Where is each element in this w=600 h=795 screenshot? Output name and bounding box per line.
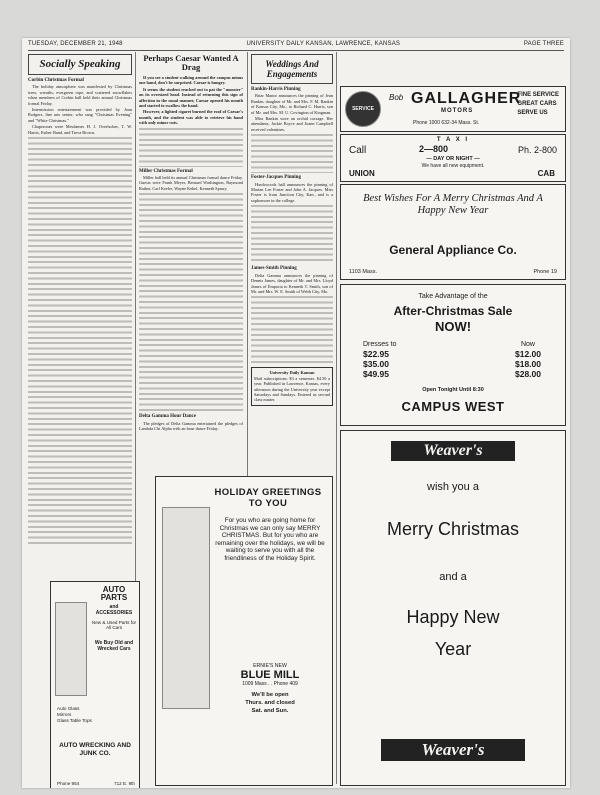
gallagher-motors: MOTORS: [441, 108, 474, 114]
auto-new-used: New & Used Parts for All Cars: [91, 620, 137, 630]
weavers-ad: [340, 430, 566, 786]
was-price: $49.95: [363, 369, 389, 379]
happy-new: Happy New: [406, 607, 500, 627]
masthead-date: TUESDAY, DECEMBER 21, 1948: [28, 41, 123, 47]
price-row: [363, 359, 541, 369]
blue-mill-thurs: Thurs. and closed: [245, 700, 295, 706]
ernies-new: ERNIE'S NEW: [253, 663, 287, 669]
dresses-to: Dresses to: [363, 341, 397, 348]
taxi-phone: Ph. 2-800: [517, 145, 557, 155]
weddings-heading: Weddings And Engagements: [251, 54, 333, 84]
gallagher-pre: Bob: [389, 93, 404, 102]
weavers-logo-top: Weaver's: [391, 441, 515, 461]
auto-wrecking-name: AUTO WRECKING AND JUNK CO.: [59, 742, 131, 757]
masthead: [28, 41, 564, 51]
blue-mill-name: BLUE MILL: [240, 669, 300, 681]
service-badge-icon: SERVICE: [345, 91, 381, 127]
story-text: [251, 133, 333, 173]
rankin-subhead: Rankin-Harris Pinning: [251, 87, 301, 92]
auto-mirrors: Mirrors: [57, 712, 72, 717]
auto-wrecking-ad: [50, 581, 140, 788]
weavers-logo-bottom: Weaver's: [381, 739, 525, 761]
general-phone: Phone 19: [533, 269, 557, 275]
union-cab-ad: [340, 134, 566, 182]
masthead-paper: UNIVERSITY DAILY KANSAN, LAWRENCE, KANSAS: [246, 41, 401, 47]
price-table: [363, 349, 541, 379]
auto-glass: Auto Glass: [57, 706, 80, 711]
delta-gamma-subhead: Delta Gamma Hour Dance: [139, 414, 196, 420]
column-weddings: [251, 54, 333, 474]
now-price: $28.00: [515, 369, 541, 379]
general-appliance-ad: [340, 184, 566, 280]
now-label: Now: [520, 341, 535, 348]
rankin-p1: Briar Manor announces the pinning of Jean Rankin, daughter of Mr. and Mrs. F. M. Rankin of Kansas City, Mo., to Richard C. Harris, son of Mr. and Mrs. M. U. Covington of Kingman.: [251, 93, 333, 115]
open-tonight: Open Tonight Until 8:30: [422, 387, 484, 393]
auto-table-tops: Glass Table Tops: [57, 718, 92, 723]
auto-we-buy: We Buy Old and Wrecked Cars: [94, 640, 134, 652]
was-price: $35.00: [363, 359, 389, 369]
socially-speaking-heading: Socially Speaking: [28, 54, 132, 75]
merry-christmas: Merry Christmas: [386, 519, 519, 539]
column-caesar: [139, 54, 243, 472]
to-you: TO YOU: [248, 498, 288, 509]
caesar-p2: It seems the student reached out to pat the "monster" on its oversized head. Instead of returning this sign of affection in the usual manner, Caesar opened his mouth and started to swallow the hand.: [139, 86, 243, 109]
price-row: [363, 369, 541, 379]
column-society: [28, 54, 132, 572]
best-wishes: Best Wishes For A Merry Christmas And A Happy New Year: [363, 193, 543, 216]
foster-p: Hawkwoods hall announces the pinning of Marian Lee Foster and John A. Jacques. Miss Foster is from Junction City, Kan., and is a sophomore in the college.: [251, 181, 333, 203]
general-address: 1103 Mass.: [349, 269, 378, 275]
delta-gamma-p: The pledges of Delta Gamma entertained the pledges of Lambda Chi Alpha with an hour dance Friday.: [139, 420, 243, 432]
window-wreath-icon: [162, 507, 210, 709]
masthead-page: PAGE THREE: [523, 41, 564, 47]
day-or-night: — DAY OR NIGHT —: [426, 156, 480, 162]
james-p: Delta Gamma announces the pinning of Dennis James, daughter of Mr. and Mrs. Lloyd James of Emporia to Kenneth T. Smith, son of Mr. and Mrs. W. E. Smith of Webb City, Mo.: [251, 272, 333, 294]
sale-now: NOW!: [434, 319, 472, 334]
general-appliance-name: General Appliance Co.: [389, 243, 517, 257]
blue-mill-ad: [155, 476, 333, 786]
cab-label: CAB: [537, 169, 555, 178]
gallagher-ad: [340, 86, 566, 132]
campus-west-name: CAMPUS WEST: [401, 399, 505, 414]
spark-plug-icon: [55, 602, 87, 696]
foster-subhead: Foster-Jacques Pinning: [251, 175, 301, 181]
kansan-info-box: [251, 367, 333, 405]
caesar-p3: However, a lighted cigaret burned the roof of Caesar's mouth, and the student was able to retrieve his hand with only minor cuts.: [139, 109, 243, 126]
blue-mill-address: 1009 Mass . . Phone 409: [242, 681, 298, 687]
taxi-number: 2—800: [419, 144, 449, 154]
gallagher-phone: Phone 1000 632-34 Mass. St.: [413, 120, 480, 126]
campus-west-ad: [340, 284, 566, 426]
rankin-p2: Miss Rankin wore an orchid corsage. Her attendants, Jackie Boyce and Joann Campbell received valentines.: [251, 116, 333, 132]
blue-mill-open: We'll be open: [251, 692, 289, 698]
kansan-box-text: Mail subscriptions: $3 a semester, $4.50 a year. Published in Lawrence, Kansas, every afternoon during the University year except Saturdays and Sundays. Entered as second class matter.: [254, 375, 330, 403]
after-christmas-sale: After-Christmas Sale: [393, 304, 513, 318]
gallagher-tag1: FINE SERVICE: [517, 92, 559, 98]
taxi-title: T A X I: [436, 137, 470, 143]
auto-parts-title: AUTO PARTS: [100, 585, 128, 602]
wish-you-a: wish you a: [427, 481, 479, 493]
corbin-subhead: Corbin Christmas Formal: [28, 78, 84, 83]
caesar-headline: Perhaps Caesar Wanted A Drag: [143, 54, 239, 72]
gallagher-tag3: SERVE US: [517, 110, 548, 116]
corbin-p3: Chaperones were Mesdames H. J. Overholser, T. W. Harris, Esther Band, and Treva Brown.: [28, 124, 132, 135]
gallagher-tag2: GREAT CARS: [517, 101, 557, 107]
auto-accessories: and ACCESSORIES: [95, 604, 133, 616]
now-price: $12.00: [515, 349, 541, 359]
guest-list: [139, 127, 243, 167]
gallagher-brand: GALLAGHER: [411, 90, 522, 107]
column-rule: [336, 52, 337, 784]
guest-list: [28, 136, 132, 546]
new-equipment: We have all new equipment.: [421, 163, 485, 169]
take-advantage: Take Advantage of the: [418, 293, 488, 300]
holiday-greetings: HOLIDAY GREETINGS: [214, 487, 322, 498]
miller-p: Miller hall held its annual Christmas formal dance Friday. Guests were Frank Meyer, Bernard Washington, Raymond Rather, Carl Keeler, Wayne Kekel, Kenneth Sparry.: [139, 175, 243, 191]
union-label: UNION: [349, 169, 375, 178]
taxi-call: Call: [349, 145, 367, 156]
story-text: [251, 204, 333, 264]
story-text: [251, 295, 333, 365]
blue-mill-sat: Sat. and Sun.: [251, 708, 289, 714]
price-row: [363, 349, 541, 359]
kansan-box-title: University Daily Kansan: [269, 370, 315, 376]
miller-subhead: Miller Christmas Formal: [139, 168, 193, 174]
auto-phone: Phone 954: [57, 781, 80, 786]
james-subhead: James-Smith Pinning: [251, 266, 297, 272]
caesar-lead: If you see a student walking around the campus minus one hand, don't be surprised. Caesar is hungry.: [139, 75, 243, 86]
year: Year: [434, 639, 472, 659]
newspaper-page: [22, 38, 570, 788]
corbin-lead: The holiday atmosphere was manifested by Christmas trees, wreaths, evergreen rope, and scattered snowflakes when members of Corbin hall held their annual Christmas formal Friday.: [28, 84, 132, 106]
auto-address: 712 E. 9th: [114, 781, 135, 786]
guest-list: [139, 192, 243, 412]
and-a: and a: [439, 571, 467, 583]
now-price: $18.00: [515, 359, 541, 369]
was-price: $22.95: [363, 349, 389, 359]
corbin-p2: Intermission entertainment was provided by Joan Rodgers, fine arts senior, who sang "Christmas Evening" and "White Christmas.": [28, 107, 132, 123]
blue-mill-body: For you who are going home for Christmas we can only say MERRY CHRISTMAS. But for you who are remaining over the holidays, we will be waiting to serve you with all the friendliness of the Holiday Spirit.: [215, 517, 325, 562]
